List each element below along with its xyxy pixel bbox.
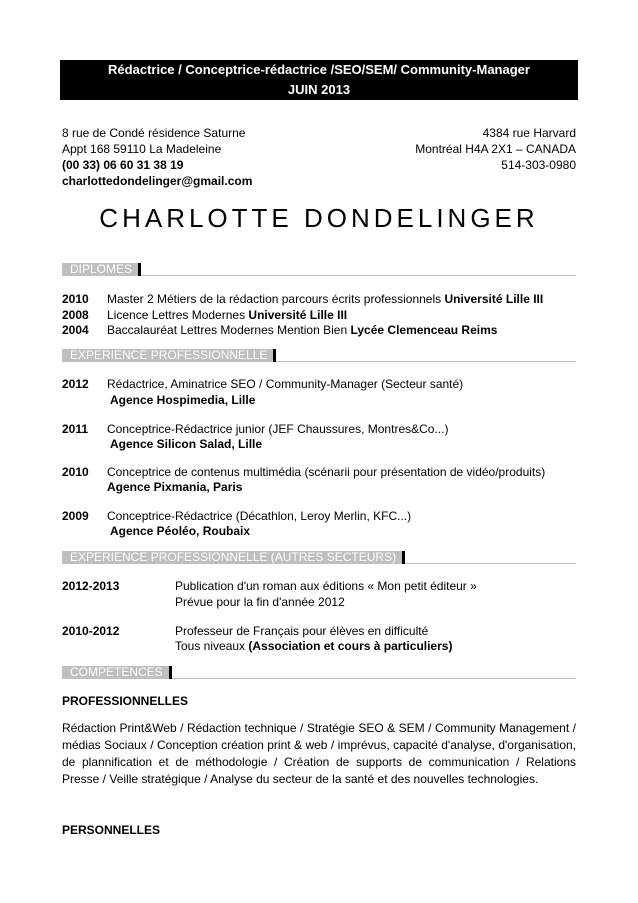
job-year: 2009	[62, 509, 89, 523]
activity-year: 2010-2012	[62, 624, 120, 638]
diploma-year: 2008	[62, 308, 89, 322]
job-company: Agence Silicon Salad, Lille	[110, 437, 263, 451]
diploma-text: Licence Lettres Modernes	[107, 308, 246, 322]
contact-right	[415, 125, 576, 173]
activity-line-text: Tous niveaux	[175, 639, 246, 653]
section-title: EXPERIENCE PROFESSIONNELLE	[62, 349, 276, 362]
diploma-text: Baccalauréat Lettres Modernes Mention Bien	[107, 323, 348, 337]
job-year: 2012	[62, 377, 89, 391]
diploma-item	[107, 291, 543, 307]
pro-skills-heading: PROFESSIONNELLES	[62, 694, 189, 708]
job-title: Rédactrice / Conceptrice-rédactrice /SEO/SEM/ Community-Manager	[108, 62, 530, 77]
section-competences	[62, 665, 576, 679]
candidate-name: CHARLOTTE DONDELINGER	[99, 203, 539, 233]
personal-skills-heading: PERSONNELLES	[62, 823, 161, 837]
contact-left	[62, 125, 252, 189]
job-role: Conceptrice-Rédactrice junior (JEF Chaussures, Montres&Co...)	[107, 422, 449, 436]
activity-line: Publication d'un roman aux éditions « Mon petit éditeur »	[175, 579, 477, 593]
activity-line-bold: (Association et cours à particuliers)	[248, 639, 453, 653]
section-title: DIPLOMES	[62, 263, 141, 276]
diploma-school: Université Lille III	[248, 308, 348, 322]
header-banner	[60, 60, 578, 100]
activity-line: Professeur de Français pour élèves en difficulté	[175, 624, 429, 638]
address-street-canada: 4384 rue Harvard	[482, 126, 576, 140]
diploma-item	[107, 307, 347, 323]
job-year: 2010	[62, 465, 89, 479]
diploma-school: Lycée Clemenceau Reims	[350, 323, 498, 337]
diploma-text: Master 2 Métiers de la rédaction parcours écrits professionnels	[107, 292, 442, 306]
phone-canada: 514-303-0980	[501, 158, 576, 172]
job-role: Rédactrice, Aminatrice SEO / Community-Manager (Secteur santé)	[107, 377, 464, 391]
activity-year: 2012-2013	[62, 579, 120, 593]
section-experience	[62, 348, 576, 362]
section-diplomes	[62, 262, 576, 276]
address-city: Appt 168 59110 La Madeleine	[62, 142, 222, 156]
date-line: JUIN 2013	[287, 82, 351, 97]
section-experience-other	[62, 550, 576, 564]
email: charlottedondelinger@gmail.com	[62, 174, 253, 188]
job-company: Agence Péoléo, Roubaix	[110, 524, 251, 538]
phone: (00 33) 06 60 31 38 19	[62, 158, 184, 172]
pro-skills-text: Rédaction Print&Web / Rédaction technique / Stratégie SEO & SEM / Community Management / médias Sociaux / Conception création print & web / imprévus, capacité d'analyse, d'organisation, de plannification et de méthodologie / Création de supports de communication / Relations Presse / Veille stratégique / Analyse du secteur de la santé et des nouvelles technologies.	[62, 721, 576, 786]
activity-line	[175, 638, 452, 654]
section-title: COMPETENCES	[62, 666, 172, 679]
address-city-canada: Montréal H4A 2X1 – CANADA	[415, 142, 576, 156]
section-title: EXPERIENCE PROFESSIONNELLE (AUTRES SECTEURS)	[62, 551, 405, 564]
job-company: Agence Hospimedia, Lille	[110, 393, 256, 407]
diploma-year: 2010	[62, 292, 89, 306]
job-role: Conceptrice-Rédactrice (Décathlon, Leroy Merlin, KFC...)	[107, 509, 412, 523]
address-street: 8 rue de Condé résidence Saturne	[62, 126, 246, 140]
diploma-year: 2004	[62, 323, 89, 337]
diploma-item	[107, 322, 497, 338]
diploma-school: Université Lille III	[444, 292, 544, 306]
job-company: Agence Pixmania, Paris	[107, 480, 243, 494]
activity-line: Prévue pour la fin d'année 2012	[175, 595, 345, 609]
job-year: 2011	[62, 422, 89, 436]
job-role: Conceptrice de contenus multimédia (scénarii pour présentation de vidéo/produits)	[107, 465, 546, 479]
